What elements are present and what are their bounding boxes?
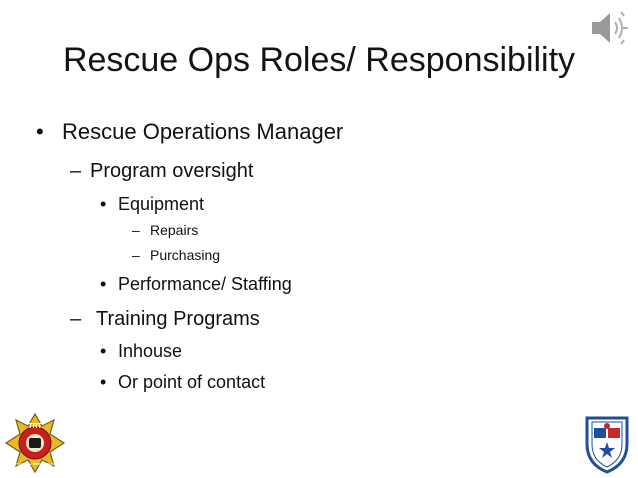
- bullet-text: Repairs: [150, 222, 199, 238]
- bullet-text: Program oversight: [90, 160, 254, 182]
- bullet-marker: •: [100, 274, 107, 294]
- bullet-text: Equipment: [118, 194, 205, 214]
- slide-title: Rescue Ops Roles/ Responsibility: [62, 41, 576, 79]
- bullet-text: Training Programs: [96, 308, 260, 330]
- logo-left-bottom-text: TECHNICAL RESCUE TEAM: [15, 462, 55, 466]
- bullet-marker: •: [100, 194, 107, 214]
- logo-left-top-text: TRT: [28, 423, 42, 430]
- bullet-text: Or point of contact: [118, 372, 266, 392]
- fire-ems-shield-icon: [584, 414, 630, 474]
- bullet-text: Rescue Operations Manager: [62, 119, 344, 144]
- dash-marker: –: [132, 247, 140, 263]
- speaker-audio-icon[interactable]: [588, 8, 632, 48]
- bullet-marker: •: [100, 372, 107, 392]
- bullet-marker: •: [100, 341, 107, 361]
- bullet-text: Performance/ Staffing: [118, 274, 292, 294]
- bullet-text: Purchasing: [150, 247, 221, 263]
- bullet-text: Inhouse: [118, 341, 183, 361]
- dash-marker: –: [132, 222, 140, 238]
- dash-marker: –: [70, 160, 82, 182]
- trt-logo-icon: [4, 412, 66, 474]
- dash-marker: –: [70, 308, 82, 330]
- bullet-marker: •: [36, 119, 44, 144]
